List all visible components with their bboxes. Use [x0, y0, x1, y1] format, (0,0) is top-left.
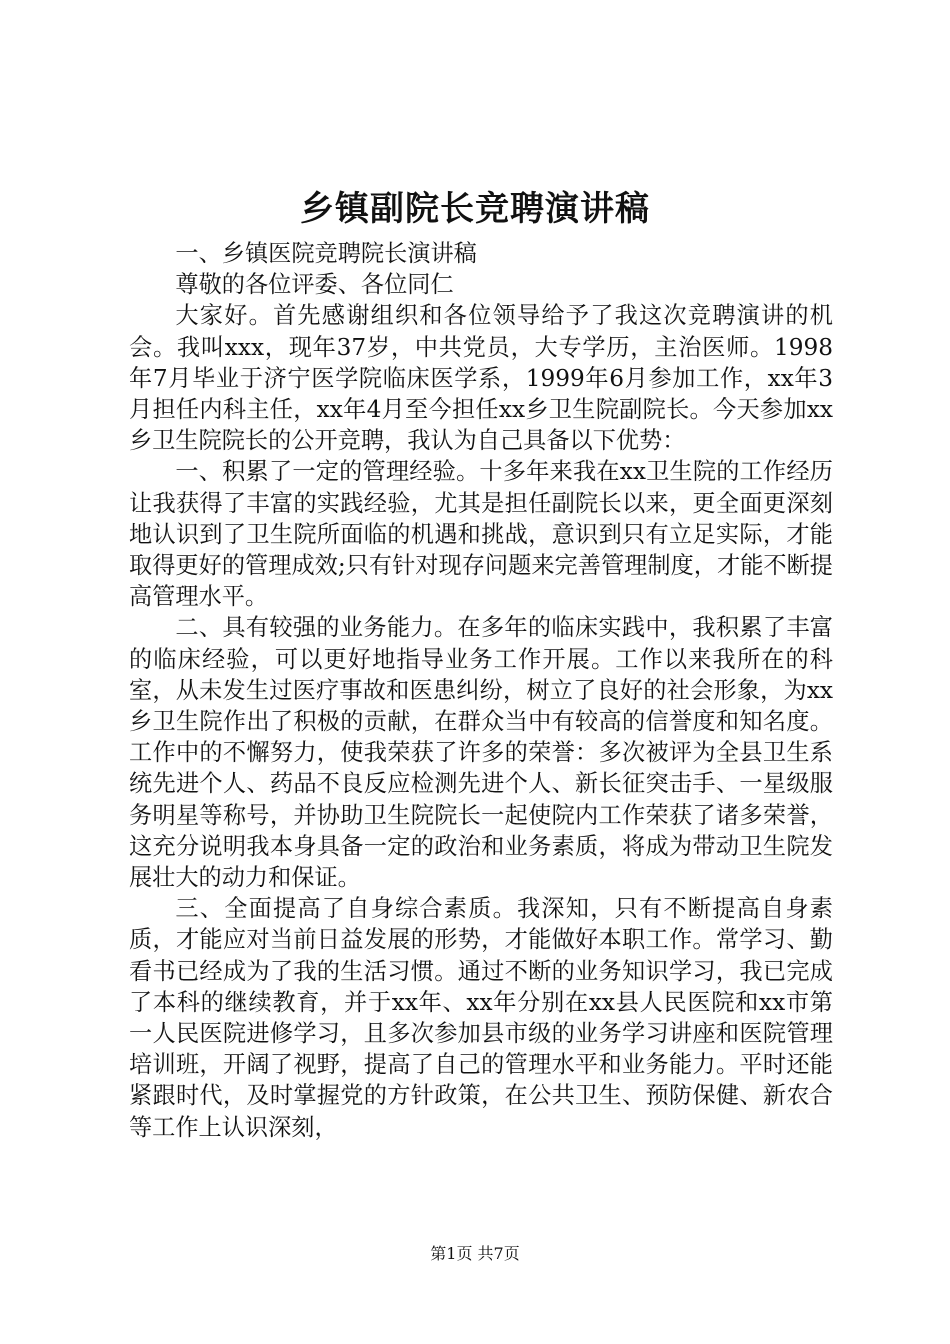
page-footer: 第1页 共7页: [430, 1244, 520, 1263]
intro-paragraph: 大家好。首先感谢组织和各位领导给予了我这次竞聘演讲的机会。我叫xxx，现年37岁，中共党员，大专学历，主治医师。1998年7月毕业于济宁医学院临床医学系，1999年6月参加工作，xx年3月担任内科主任，xx年4月至今担任xx乡卫生院副院长。今天参加xx乡卫生院院长的公开竞聘，我认为自己具备以下优势：: [129, 302, 833, 455]
document-body: [129, 238, 833, 1143]
salutation: 尊敬的各位评委、各位同仁: [175, 271, 454, 299]
point-one-paragraph: 一、积累了一定的管理经验。十多年来我在xx卫生院的工作经历让我获得了丰富的实践经验，尤其是担任副院长以来，更全面更深刻地认识到了卫生院所面临的机遇和挑战，意识到只有立足实际，才能取得更好的管理成效;只有针对现存问题来完善管理制度，才能不断提高管理水平。: [129, 458, 833, 611]
point-two-paragraph: 二、具有较强的业务能力。在多年的临床实践中，我积累了丰富的临床经验，可以更好地指导业务工作开展。工作以来我所在的科室，从未发生过医疗事故和医患纠纷，树立了良好的社会形象，为xx乡卫生院作出了积极的贡献，在群众当中有较高的信誉度和知名度。工作中的不懈努力，使我荣获了许多的荣誉：多次被评为全县卫生系统先进个人、药品不良反应检测先进个人、新长征突击手、一星级服务明星等称号，并协助卫生院院长一起使院内工作荣获了诸多荣誉，这充分说明我本身具备一定的政治和业务素质，将成为带动卫生院发展壮大的动力和保证。: [129, 614, 833, 892]
document-title: 乡镇副院长竞聘演讲稿: [300, 189, 650, 229]
point-three-paragraph: 三、全面提高了自身综合素质。我深知，只有不断提高自身素质，才能应对当前日益发展的形势，才能做好本职工作。常学习、勤看书已经成为了我的生活习惯。通过不断的业务知识学习，我已完成了本科的继续教育，并于xx年、xx年分别在xx县人民医院和xx市第一人民医院进修学习，且多次参加县市级的业务学习讲座和医院管理培训班，开阔了视野，提高了自己的管理水平和业务能力。平时还能紧跟时代，及时掌握党的方针政策，在公共卫生、预防保健、新农合等工作上认识深刻，: [129, 895, 833, 1141]
section-heading: 一、乡镇医院竞聘院长演讲稿: [175, 240, 477, 267]
